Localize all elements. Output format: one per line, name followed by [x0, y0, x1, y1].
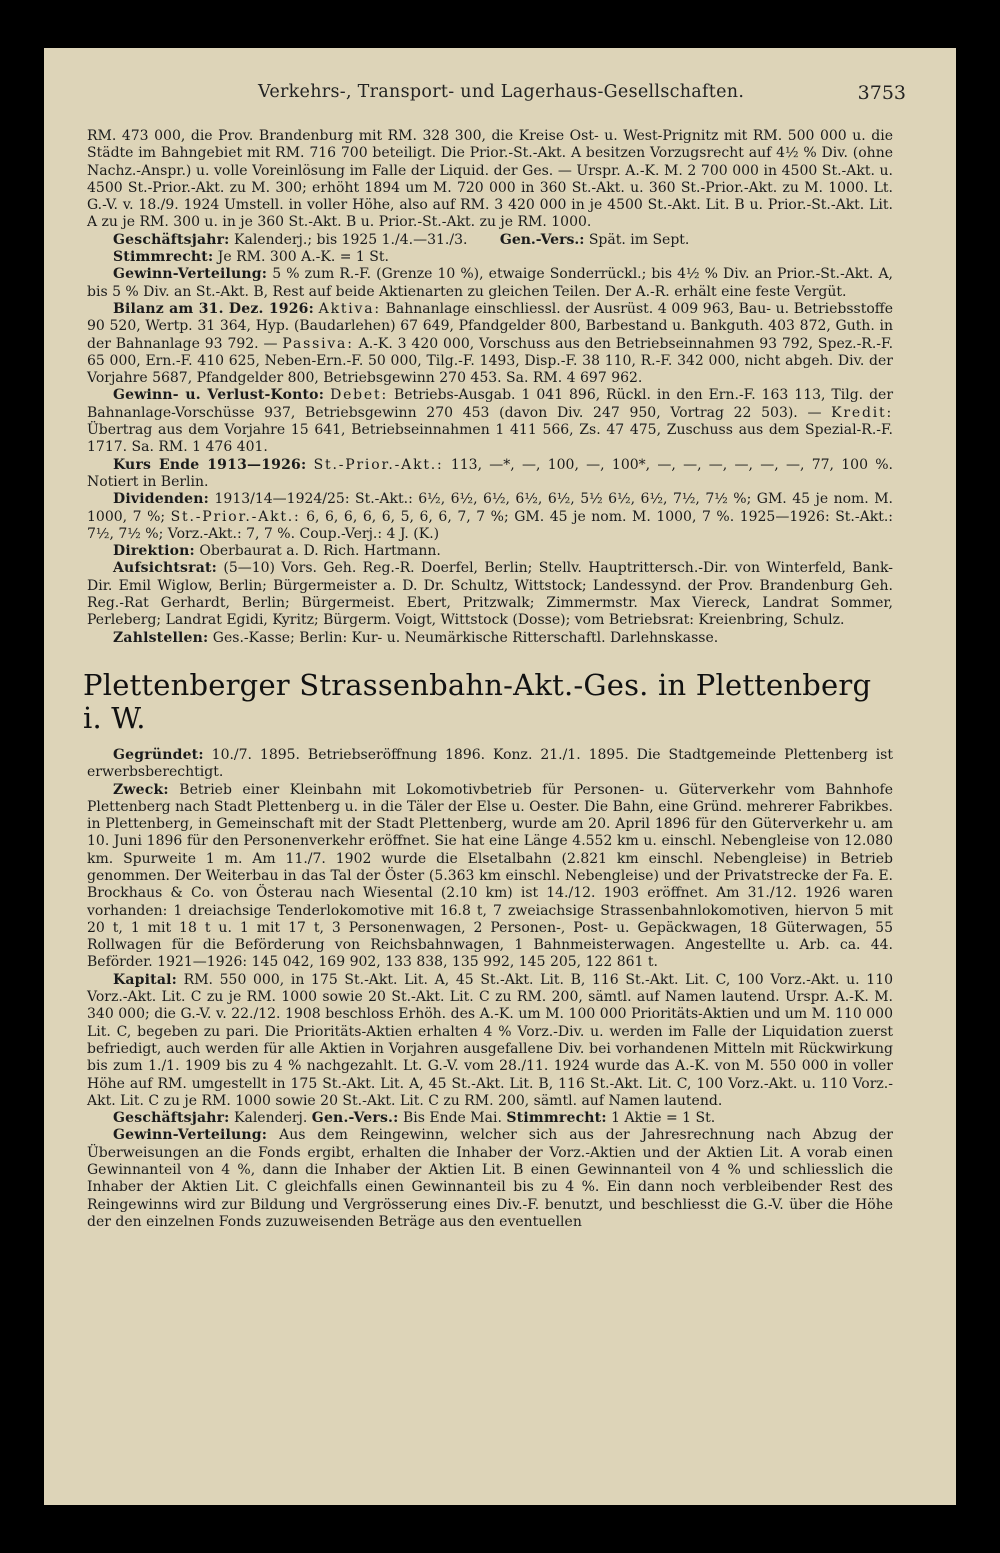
guv-entry: Gewinn- u. Verlust-Konto: Debet: Betriebs-Ausgab. 1 041 896, Rückl. in den Ern.-F. 163 113, Tilg. der Bahnanlage-Vorschüsse 937, Betriebsgewinn 270 453 (davon Div. 247 950, Vortrag 22 503). — Kredit: Übertrag aus dem Vorjahre 15 641, Betriebseinnahmen 1 411 566, Zs. 47 475, Zuschuss aus dem Spezial-R.-F. 1717. Sa. RM. 1 476 401. [87, 387, 894, 456]
kurs-sublabel: St.-Prior.-Akt.: [313, 456, 444, 473]
zweck-label: Zweck: [113, 781, 169, 798]
kapital-label: Kapital: [113, 971, 177, 988]
aktiva-label: Aktiva: [318, 300, 381, 317]
gewinnverteilung-entry: Gewinn-Verteilung: 5 % zum R.-F. (Grenze 10 %), etwaige Sonderrückl.; bis 4½ % Div. an Prior.-St.-Akt. A, bis 5 % Div. an St.-Akt. B, Rest auf beide Aktienarten zu gleichen Teilen. Der A.-R. erhält eine feste Vergüt. [87, 266, 893, 300]
page-body [83, 128, 894, 1231]
direktion-label: Direktion: [113, 543, 195, 560]
kurs-label: Kurs Ende 1913—1926: [113, 456, 307, 473]
genvers-label: Gen.-Vers.: [499, 231, 585, 248]
direktion-entry: Direktion: Oberbaurat a. D. Rich. Hartmann. [113, 543, 441, 560]
continuation-paragraph: RM. 473 000, die Prov. Brandenburg mit RM. 328 300, die Kreise Ost- u. West-Prignitz mit RM. 500 000 u. die Städte im Bahngebiet mit RM. 716 700 beteiligt. Die Prior.-St.-Akt. A besitzen Vorzugsrecht auf 4½ % Div. (ohne Nachz.-Anspr.) u. volle Voreinlösung im Falle der Liquid. der Ges. — Urspr. A.-K. M. 2 700 000 in 4500 St.-Akt. u. 4500 St.-Prior.-Akt. zu M. 300; erhöht 1894 um M. 720 000 in 360 St.-Akt. u. 360 St.-Prior.-Akt. zu M. 1000. Lt. G.-V. v. 18./9. 1924 Umstell. in voller Höhe, also auf RM. 3 420 000 in je 4500 St.-Akt. Lit. B u. Prior.-St.-Akt. Lit. A zu je RM. 300 u. in je 360 St.-Akt. B u. Prior.-St.-Akt. zu je RM. 1000. [87, 128, 893, 231]
gewinnverteilung-label: Gewinn-Verteilung: [113, 266, 268, 283]
stimmrecht-entry: Stimmrecht: Je RM. 300 A.-K. = 1 St. [113, 249, 389, 266]
aufsichtsrat-entry: Aufsichtsrat: (5—10) Vors. Geh. Reg.-R. Doerfel, Berlin; Stellv. Hauptrittersch.-Dir. von Winterfeld, Bank-Dir. Emil Wiglow, Berlin; Bürgermeister a. D. Dr. Schultz, Wittstock; Landessynd. der Prov. Brandenburg Geh. Reg.-Rat Gerhardt, Berlin; Bürgermeist. Ebert, Pritzwalk; Zimmermstr. Max Viereck, Landrat Sommer, Perleberg; Landrat Egidi, Kyritz; Bürgerm. Voigt, Wittstock (Dosse); vom Betriebsrat: Kreienbring, Schulz. [87, 560, 893, 629]
document-page [44, 48, 956, 1505]
aufsichtsrat-label: Aufsichtsrat: [113, 560, 217, 577]
zweck-entry: Zweck: Betrieb einer Kleinbahn mit Lokomotivbetrieb für Personen- u. Güterverkehr vom Bahnhofe Plettenberg nach Stadt Plettenberg u. in die Täler der Else u. Oester. Die Bahn, eine Gründ. mehrerer Fabrikbes. in Plettenberg, in Gemeinschaft mit der Stadt Plettenberg, wurde am 20. April 1896 für den Güterverkehr u. am 10. Juni 1896 für den Personenverkehr eröffnet. Sie hat eine Länge 4.552 km u. einschl. Nebengleise von 12.080 km. Spurweite 1 m. Am 11./7. 1902 wurde die Elsetalbahn (2.821 km einschl. Nebengleise) in Betrieb genommen. Der Weiterbau in das Tal der Öster (5.363 km einschl. Nebengleise) und der Privatstrecke der Fa. E. Brockhaus & Co. von Österau nach Wiesental (2.10 km) ist 14./12. 1903 eröffnet. Am 31./12. 1926 waren vorhanden: 1 dreiachsige Tenderlokomotive mit 16.8 t, 7 zweiachsige Strassenbahnlokomotiven, hiervon 5 mit 20 t, 1 mit 18 t u. 1 mit 17 t, 3 Personenwagen, 2 Personen-, Post- u. Gepäckwagen, 18 Güterwagen, 55 Rollwagen für die Beförderung von Reichsbahnwagen, 1 Bahnmeisterwagen. Angestellte u. Arb. ca. 44. Beförder. 1921—1926: 145 042, 169 902, 133 838, 135 992, 145 205, 122 861 t. [87, 781, 893, 971]
geschaeftsjahr-entry-2: Geschäftsjahr: Kalenderj. Gen.-Vers.: Bis Ende Mai. Stimmrecht: 1 Aktie = 1 St. [113, 1110, 716, 1127]
gewinnverteilung-entry-2: Gewinn-Verteilung: Aus dem Reingewinn, welcher sich aus der Jahresrechnung nach Abzug der Überweisungen an die Fonds ergibt, erhalten die Inhaber der Vorz.-Aktien und der Aktien Lit. A vorab einen Gewinnanteil von 4 %, dann die Inhaber der Aktien Lit. B einen Gewinnanteil von 4 % und schliesslich die Inhaber der Aktien Lit. C gleichfalls einen Gewinnanteil bis zu 4 %. Ein dann noch verbleibender Rest des Reingewinns wird zur Bildung und Vergrösserung eines Div.-F. benutzt, und beschliesst die G.-V. über die Höhe der den einzelnen Fonds zuzuweisenden Beträge aus den eventuellen [87, 1127, 893, 1230]
dividenden-entry: Dividenden: 1913/14—1924/25: St.-Akt.: 6½, 6½, 6½, 6½, 6½, 5½ 6½, 6½, 7½, 7½ %; GM. 45 je nom. M. 1000, 7 %; St.-Prior.-Akt.: 6, 6, 6, 6, 6, 5, 6, 6, 7, 7 %; GM. 45 je nom. M. 1000, 7 %. 1925—1926: St.-Akt.: 7½, 7½ %; Vorz.-Akt.: 7, 7 %. Coup.-Verj.: 4 J. (K.) [87, 491, 893, 542]
gegruendet-entry: Gegründet: 10./7. 1895. Betriebseröffnung 1896. Konz. 21./1. 1895. Die Stadtgemeinde Plettenberg ist erwerbsberechtigt. [87, 746, 893, 781]
dividenden-label: Dividenden: [113, 491, 210, 508]
kapital-entry: Kapital: RM. 550 000, in 175 St.-Akt. Lit. A, 45 St.-Akt. Lit. B, 116 St.-Akt. Lit. C, 100 Vorz.-Akt. u. 110 Vorz.-Akt. Lit. C zu je RM. 1000 sowie 20 St.-Akt. Lit. C zu RM. 200, sämtl. auf Namen lautend. Urspr. A.-K. M. 340 000; die G.-V. v. 22./12. 1908 beschloss Erhöh. des A.-K. um M. 100 000 Prioritäts-Aktien und um M. 110 000 Lit. C, begeben zu pari. Die Prioritäts-Aktien erhalten 4 % Vorz.-Div. u. werden im Falle der Liquidation zuerst befriedigt, auch werden für alle Aktien in Vorjahren ausgefallene Div. bei vorhandenen Mitteln mit Rückwirkung bis zum 1./1. 1909 bis zu 4 % nachgezahlt. Lt. G.-V. vom 28./11. 1924 wurde das A.-K. von M. 550 000 in voller Höhe auf RM. umgestellt in 175 St.-Akt. Lit. A, 45 St.-Akt. Lit. B, 116 St.-Akt. Lit. C, 100 Vorz.-Akt. u. 110 Vorz.-Akt. Lit. C zu je RM. 1000 sowie 20 St.-Akt. Lit. C zu RM. 200, sämtl. auf Namen lautend. [87, 971, 894, 1109]
zahlstellen-label: Zahlstellen: [113, 629, 209, 646]
running-title: Verkehrs-, Transport- und Lagerhaus-Gesellschaften. [258, 82, 745, 102]
passiva-label: Passiva: [282, 335, 354, 352]
genvers-label-2: Gen.-Vers.: [311, 1110, 399, 1127]
dividenden-sublabel: St.-Prior.-Akt.: [170, 508, 301, 525]
page-number: 3753 [857, 82, 906, 104]
gegruendet-label: Gegründet: [113, 746, 204, 763]
geschaeftsjahr-label-2: Geschäftsjahr: [113, 1110, 230, 1127]
debet-label: Debet: [330, 387, 388, 404]
stimmrecht-label: Stimmrecht: [113, 249, 214, 266]
guv-label: Gewinn- u. Verlust-Konto: [113, 387, 325, 404]
bilanz-label: Bilanz am 31. Dez. 1926: [113, 300, 314, 317]
stimmrecht-label-2: Stimmrecht: [506, 1110, 607, 1127]
page-header [44, 82, 956, 108]
zahlstellen-entry: Zahlstellen: Ges.-Kasse; Berlin: Kur- u. Neumärkische Ritterschaftl. Darlehnskasse. [113, 629, 719, 646]
gewinnverteilung-label-2: Gewinn-Verteilung: [113, 1127, 268, 1144]
kurs-entry: Kurs Ende 1913—1926: St.-Prior.-Akt.: 113, —*, —, 100, —, 100*, —, —, —, —, —, —, 77, 100 %. Notiert in Berlin. [87, 456, 893, 490]
bilanz-entry: Bilanz am 31. Dez. 1926: Aktiva: Bahnanlage einschliessl. der Ausrüst. 4 009 963, Bau- u. Betriebsstoffe 90 520, Wertp. 31 364, Hyp. (Baudarlehen) 67 649, Pfandgelder 800, Barbestand u. Bankguth. 403 872, Guth. in der Bahnanlage 93 792. — Passiva: A.-K. 3 420 000, Vorschuss aus den Betriebseinnahmen 93 792, Spez.-R.-F. 65 000, Ern.-F. 410 625, Neben-Ern.-F. 50 000, Tilg.-F. 1493, Disp.-F. 38 110, R.-F. 342 000, nicht abgeh. Div. der Vorjahre 5687, Pfandgelder 800, Betriebsgewinn 270 453. Sa. RM. 4 697 962. [87, 300, 894, 387]
company-title: Plettenberger Strassenbahn-Akt.-Ges. in Plettenberg i. W. [83, 667, 872, 735]
kredit-label: Kredit: [831, 404, 893, 421]
geschaeftsjahr-label: Geschäftsjahr: [113, 231, 230, 248]
geschaeftsjahr-entry: Geschäftsjahr: Kalenderj.; bis 1925 1./4.—31./3. Gen.-Vers.: Spät. im Sept. [113, 231, 690, 248]
